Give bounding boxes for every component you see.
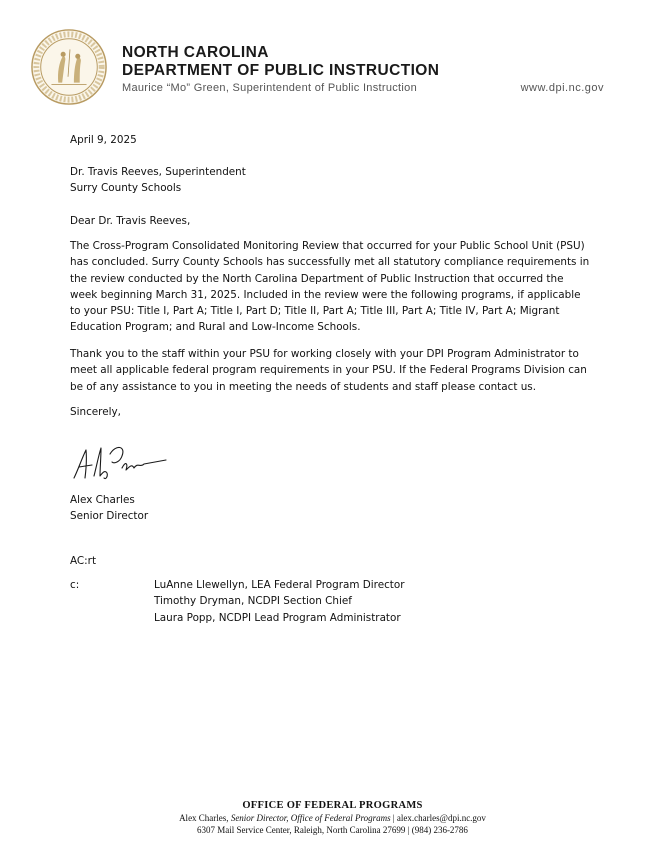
superintendent-line: Maurice “Mo” Green, Superintendent of Public Instruction bbox=[122, 82, 417, 94]
footer-office-title: OFFICE OF FEDERAL PROGRAMS bbox=[242, 800, 423, 811]
signer-name: Alex Charles bbox=[70, 494, 135, 506]
website-link[interactable]: www.dpi.nc.gov bbox=[520, 82, 604, 94]
footer-contact-line bbox=[0, 813, 665, 823]
closing: Sincerely, bbox=[70, 406, 121, 418]
body-paragraph-2: Thank you to the staff within your PSU for working closely with your DPI Program Administrator to meet all applicable federal program requirements in your PSU. If the Federal Programs Division can be of any assistance to you in meeting the needs of students and staff please contact us. bbox=[70, 348, 587, 393]
cc-recipient: LuAnne Llewellyn, LEA Federal Program Director bbox=[154, 579, 405, 591]
signer-title: Senior Director bbox=[70, 510, 149, 523]
recipient-address bbox=[70, 164, 590, 197]
recipient-line: Dr. Travis Reeves, Superintendent bbox=[70, 166, 246, 178]
signer-block bbox=[70, 492, 590, 525]
handwritten-signature bbox=[70, 440, 170, 486]
cc-list bbox=[154, 577, 405, 626]
state-seal-icon bbox=[30, 28, 108, 106]
cc-recipient: Laura Popp, NCDPI Lead Program Administrator bbox=[154, 611, 401, 624]
footer-address-line: 6307 Mail Service Center, Raleigh, North Carolina 27699 | (984) 236-2786 bbox=[197, 825, 468, 835]
footer-role: Senior Director, Office of Federal Programs bbox=[230, 813, 391, 823]
org-name-line2: DEPARTMENT OF PUBLIC INSTRUCTION bbox=[122, 62, 440, 79]
footer-name: Alex Charles, bbox=[179, 813, 231, 823]
letter-date: April 9, 2025 bbox=[70, 134, 137, 146]
body-paragraph-1: The Cross-Program Consolidated Monitoring Review that occurred for your Public School Unit (PSU) has concluded. Surry County Schools has successfully met all statutory compliance requirements in the review conducted by the North Carolina Department of Public Instruction that occurred the week beginning March 31, 2025. Included in the review were the following programs, if applicable to your PSU: Title I, Part A; Title I, Part D; Title II, Part A; Title III, Part A; Title IV, Part A; Migrant Education Program; and Rural and Low-Income Schools. bbox=[70, 240, 590, 334]
cc-label: c: bbox=[70, 579, 80, 591]
reference-initials: AC:rt bbox=[70, 555, 97, 567]
recipient-line: Surry County Schools bbox=[70, 182, 182, 195]
salutation: Dear Dr. Travis Reeves, bbox=[70, 215, 191, 227]
footer-email: | alex.charles@dpi.nc.gov bbox=[390, 813, 486, 823]
org-name-line1: NORTH CAROLINA bbox=[122, 44, 269, 61]
letterhead bbox=[0, 0, 665, 110]
cc-recipient: Timothy Dryman, NCDPI Section Chief bbox=[154, 595, 352, 608]
